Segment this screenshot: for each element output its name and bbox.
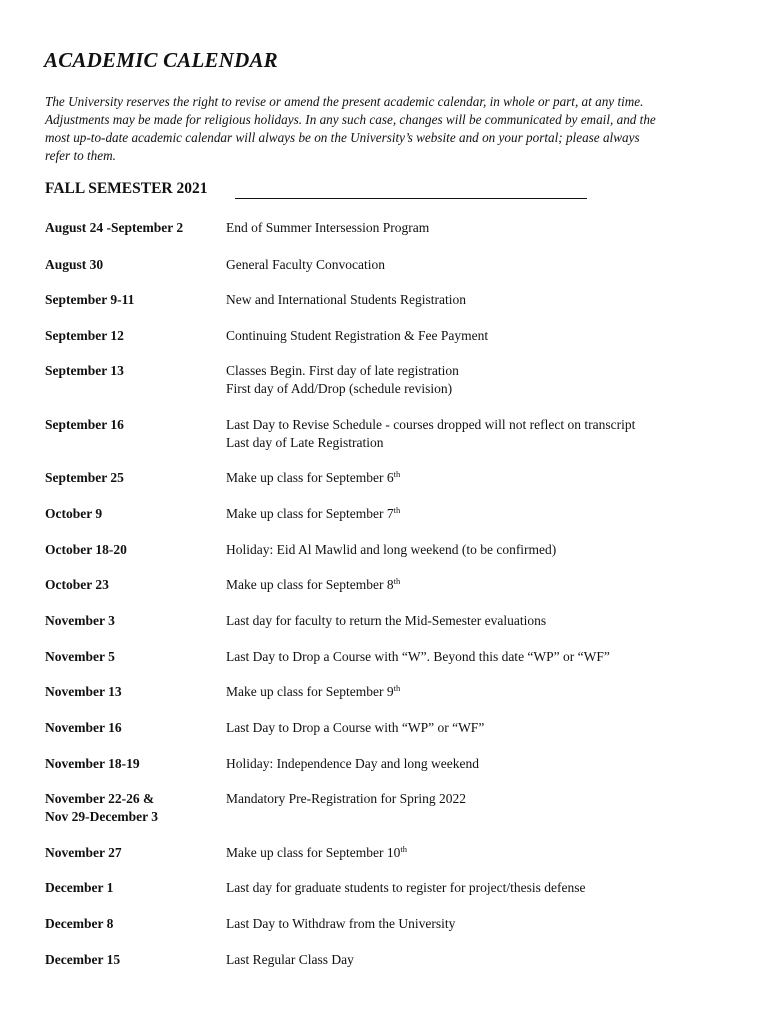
event-description-text: Last day of Late Registration (226, 434, 384, 450)
event-description-line (226, 844, 756, 862)
intro-line: most up-to-date academic calendar will always be on the University’s website and on your portal; please always (45, 130, 640, 145)
event-date (45, 505, 225, 523)
event-description-text: Last Day to Drop a Course with “WP” or “WF” (226, 720, 485, 735)
event-description (226, 915, 756, 933)
event-description-line (226, 327, 756, 345)
event-date-line: September 16 (45, 417, 124, 432)
event-description-text: Last Day to Revise Schedule - courses dropped will not reflect on transcript (226, 417, 636, 432)
event-date (45, 844, 225, 862)
event-description-text: Continuing Student Registration & Fee Payment (226, 328, 489, 343)
event-date (45, 219, 225, 237)
event-date (45, 915, 225, 933)
event-date (45, 719, 225, 737)
ordinal-suffix: th (393, 469, 401, 479)
event-description-text: New and International Students Registration (226, 292, 466, 307)
event-date-line: November 18-19 (45, 756, 140, 771)
event-date (45, 648, 225, 666)
event-date-line: September 12 (45, 328, 124, 343)
event-date (45, 612, 225, 630)
event-description-line (226, 576, 756, 594)
event-description (226, 790, 756, 808)
event-description-line (226, 683, 756, 701)
event-description-line (226, 256, 756, 274)
event-description-line (226, 469, 756, 487)
event-description-line (226, 612, 756, 630)
event-description (226, 416, 756, 451)
ordinal-suffix: th (393, 683, 401, 693)
semester-heading: FALL SEMESTER 2021 (45, 180, 208, 197)
event-date-line: November 22-26 & (45, 791, 155, 806)
event-description-text: Last day for faculty to return the Mid-Semester evaluations (226, 613, 547, 628)
event-description-text: End of Summer Intersession Program (226, 220, 430, 235)
event-description (226, 576, 756, 594)
event-description-line (226, 755, 756, 773)
event-date-line: December 15 (45, 952, 121, 967)
event-description-text: Make up class for September 6 (226, 470, 394, 485)
event-description-line (226, 434, 756, 452)
event-date (45, 327, 225, 345)
event-description-line (226, 648, 756, 666)
page-title: ACADEMIC CALENDAR (44, 48, 278, 72)
event-description (226, 327, 756, 345)
event-description (226, 256, 756, 274)
event-date (45, 683, 225, 701)
intro-paragraph (45, 93, 745, 165)
event-description (226, 683, 756, 701)
event-description-text: Classes Begin. First day of late registration (226, 363, 459, 378)
event-description (226, 648, 756, 666)
event-description-text: Last day for graduate students to register for project/thesis defense (226, 880, 586, 895)
heading-underline (235, 198, 587, 199)
event-date (45, 256, 225, 274)
event-date-line: November 3 (45, 613, 115, 628)
event-date-line: November 5 (45, 649, 115, 664)
event-date (45, 755, 225, 773)
event-date-line: December 8 (45, 916, 114, 931)
event-date-line: September 25 (45, 470, 124, 485)
event-description-text: First day of Add/Drop (schedule revision) (226, 380, 453, 396)
event-description-text: Make up class for September 7 (226, 506, 394, 521)
event-description-line (226, 879, 756, 897)
event-description-line (226, 380, 756, 398)
event-description-line (226, 291, 756, 309)
intro-line: refer to them. (45, 148, 116, 163)
event-date (45, 576, 225, 594)
event-description-text: Make up class for September 10 (226, 845, 401, 860)
event-description (226, 505, 756, 523)
event-date (45, 416, 225, 434)
event-description (226, 755, 756, 773)
ordinal-suffix: th (393, 505, 401, 515)
event-description (226, 879, 756, 897)
event-date-line: November 16 (45, 720, 122, 735)
event-description-text: Holiday: Independence Day and long weekend (226, 756, 480, 771)
event-date (45, 879, 225, 897)
event-description-text: Last Day to Drop a Course with “W”. Beyond this date “WP” or “WF” (226, 649, 610, 664)
event-description-line (226, 541, 756, 559)
event-description (226, 362, 756, 397)
event-date-line: October 9 (45, 506, 103, 521)
event-date-line: December 1 (45, 880, 114, 895)
event-description-line (226, 362, 756, 380)
event-date (45, 541, 225, 559)
intro-line: Adjustments may be made for religious holidays. In any such case, changes will be communicated by email, and the (45, 112, 656, 127)
event-description (226, 291, 756, 309)
event-date-line: November 13 (45, 684, 122, 699)
event-description-line (226, 219, 756, 237)
event-description-text: Make up class for September 9 (226, 684, 394, 699)
event-date (45, 790, 225, 825)
event-description (226, 719, 756, 737)
event-description-text: Last Regular Class Day (226, 952, 354, 967)
event-description-line (226, 719, 756, 737)
event-date-line: September 13 (45, 363, 124, 378)
event-description (226, 951, 756, 969)
intro-line: The University reserves the right to revise or amend the present academic calendar, in whole or part, at any time. (45, 94, 644, 109)
event-description (226, 219, 756, 237)
event-description-line (226, 915, 756, 933)
event-date (45, 362, 225, 380)
ordinal-suffix: th (393, 576, 401, 586)
event-description-text: Make up class for September 8 (226, 577, 394, 592)
event-description-line (226, 505, 756, 523)
event-date (45, 951, 225, 969)
event-description-line (226, 416, 756, 434)
event-description (226, 469, 756, 487)
event-date (45, 469, 225, 487)
event-description (226, 844, 756, 862)
event-date-line: October 18-20 (45, 542, 127, 557)
event-description-line (226, 951, 756, 969)
event-date-line: August 24 -September 2 (45, 220, 184, 235)
event-date-line: Nov 29-December 3 (45, 808, 158, 824)
event-description-line (226, 790, 756, 808)
event-date-line: October 23 (45, 577, 109, 592)
event-date-line: November 27 (45, 845, 122, 860)
event-description-text: Mandatory Pre-Registration for Spring 2022 (226, 791, 466, 806)
event-description-text: General Faculty Convocation (226, 257, 385, 272)
event-date-line: September 9-11 (45, 292, 135, 307)
ordinal-suffix: th (400, 844, 407, 854)
event-description-text: Holiday: Eid Al Mawlid and long weekend (to be confirmed) (226, 542, 557, 557)
event-date (45, 291, 225, 309)
event-description-text: Last Day to Withdraw from the University (226, 916, 456, 931)
event-description (226, 541, 756, 559)
event-date-line: August 30 (45, 257, 104, 272)
event-description (226, 612, 756, 630)
